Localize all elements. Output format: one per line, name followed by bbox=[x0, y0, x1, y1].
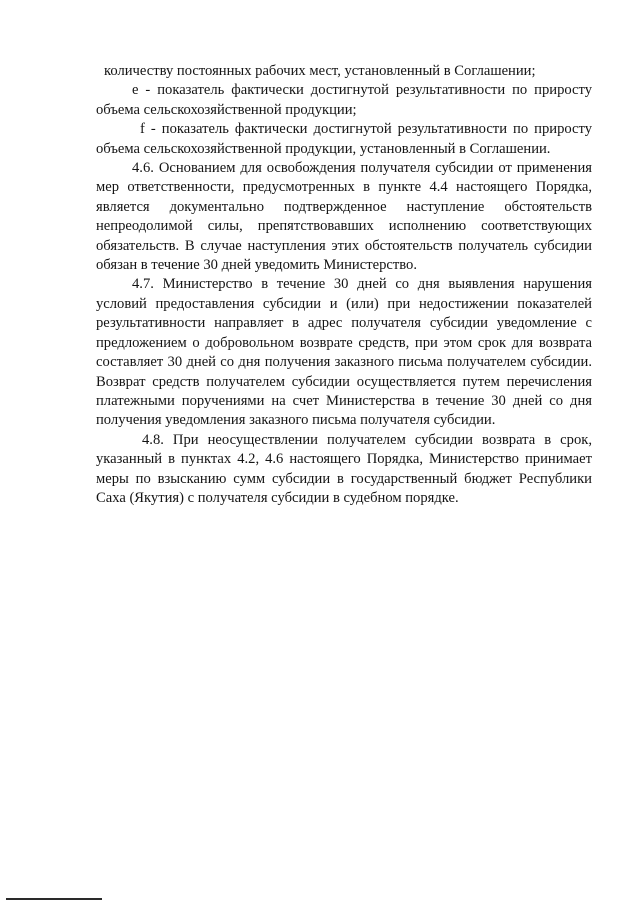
document-body bbox=[96, 62, 592, 508]
paragraph-4-6: 4.6. Основанием для освобождения получателя субсидии от применения мер ответственности, предусмотренных в пункте 4.4 настоящего Порядка, является документально подтвержденное наступление обстоятельств непреодолимой силы, препятствовавших исполнению соответствующих обязательств. В случае наступления этих обстоятельств получатель субсидии обязан в течение 30 дней уведомить Министерство. bbox=[96, 160, 592, 274]
list-item-e: e - показатель фактически достигнутой результативности по приросту объема сельскохозяйственной продукции; bbox=[96, 82, 592, 118]
paragraph-4-7: 4.7. Министерство в течение 30 дней со дня выявления нарушения условий предоставления субсидии и (или) при недостижении показателей результативности направляет в адрес получателя субсидии уведомление с предложением о добровольном возврате средств, при этом срок для возврата составляет 30 дней со дня получения заказного письма получателем субсидии. Возврат средств получателем субсидии осуществляется путем перечисления платежными поручениями на счет Министерства в течение 30 дней со дня получения уведомления заказного письма получателя субсидии. bbox=[96, 276, 592, 429]
continuation-line: количеству постоянных рабочих мест, установленный в Соглашении; bbox=[104, 63, 536, 79]
footnote-separator bbox=[6, 898, 102, 900]
paragraph-4-8: 4.8. При неосуществлении получателем субсидии возврата в срок, указанный в пунктах 4.2, 4.6 настоящего Порядка, Министерство принимает меры по взысканию сумм субсидии в государственный бюджет Республики Саха (Якутия) с получателя субсидии в судебном порядке. bbox=[96, 431, 592, 506]
list-item-f: f - показатель фактически достигнутой результативности по приросту объема сельскохозяйственной продукции, установленный в Соглашении. bbox=[96, 121, 592, 157]
